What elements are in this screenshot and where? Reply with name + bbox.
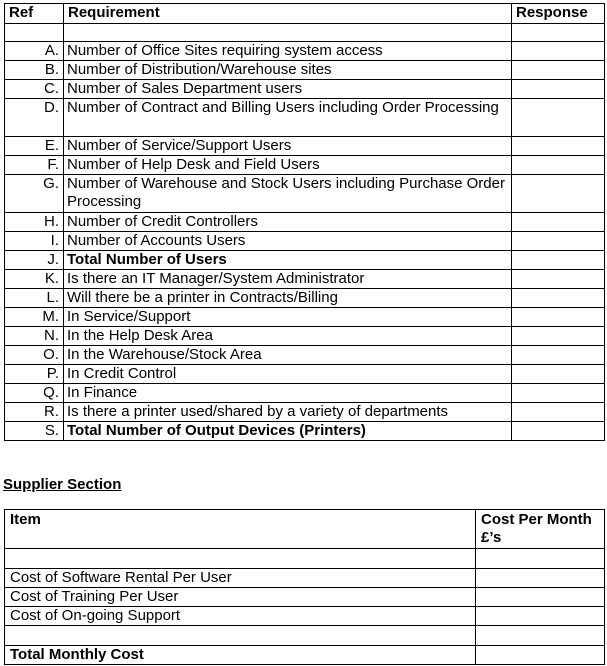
requirement-ref: K.	[5, 270, 64, 289]
requirement-text: Is there a printer used/shared by a variety of departments	[64, 403, 512, 422]
requirement-ref: L.	[5, 289, 64, 308]
response-cell[interactable]	[512, 80, 605, 99]
requirement-row	[5, 327, 605, 346]
response-cell[interactable]	[512, 61, 605, 80]
total-row	[5, 646, 605, 665]
response-cell[interactable]	[512, 327, 605, 346]
response-cell[interactable]	[512, 42, 605, 61]
response-cell[interactable]	[512, 24, 605, 42]
blank-row	[5, 24, 605, 42]
requirement-text: Number of Help Desk and Field Users	[64, 156, 512, 175]
requirement-row	[5, 384, 605, 403]
cost-cell[interactable]	[476, 607, 605, 626]
requirement-text: In the Help Desk Area	[64, 327, 512, 346]
requirement-row	[5, 137, 605, 156]
ref-header: Ref	[5, 4, 64, 24]
requirement-text: Number of Credit Controllers	[64, 213, 512, 232]
requirement-row	[5, 251, 605, 270]
requirement-row	[5, 403, 605, 422]
requirement-ref: A.	[5, 42, 64, 61]
requirements-table	[4, 3, 605, 441]
response-header: Response	[512, 4, 605, 24]
requirement-header: Requirement	[64, 4, 512, 24]
requirement-ref: N.	[5, 327, 64, 346]
requirement-text: In Service/Support	[64, 308, 512, 327]
requirement-row	[5, 365, 605, 384]
requirement-ref: F.	[5, 156, 64, 175]
response-cell[interactable]	[512, 99, 605, 137]
requirement-ref: H.	[5, 213, 64, 232]
requirement-row	[5, 232, 605, 251]
item-header: Item	[5, 510, 476, 549]
response-cell[interactable]	[512, 270, 605, 289]
requirement-ref: I.	[5, 232, 64, 251]
requirement-row	[5, 422, 605, 441]
supplier-table	[4, 509, 605, 665]
response-cell[interactable]	[512, 289, 605, 308]
requirement-ref: D.	[5, 99, 64, 137]
requirement-ref: E.	[5, 137, 64, 156]
requirement-row	[5, 156, 605, 175]
requirement-text: Number of Sales Department users	[64, 80, 512, 99]
response-cell[interactable]	[512, 232, 605, 251]
requirement-row	[5, 175, 605, 213]
requirement-ref: G.	[5, 175, 64, 213]
requirement-ref: S.	[5, 422, 64, 441]
response-cell[interactable]	[512, 137, 605, 156]
requirement-row	[5, 213, 605, 232]
requirement-text: Number of Warehouse and Stock Users including Purchase Order Processing	[64, 175, 512, 213]
response-cell[interactable]	[512, 213, 605, 232]
requirement-row	[5, 42, 605, 61]
supplier-row	[5, 607, 605, 626]
requirement-row	[5, 289, 605, 308]
supplier-row	[5, 569, 605, 588]
response-cell[interactable]	[512, 365, 605, 384]
requirement-row	[5, 61, 605, 80]
requirement-text: Will there be a printer in Contracts/Billing	[64, 289, 512, 308]
supplier-item: Cost of On-going Support	[5, 607, 476, 626]
response-cell[interactable]	[512, 175, 605, 213]
cost-header: Cost Per Month £’s	[476, 510, 605, 549]
requirement-text: In Finance	[64, 384, 512, 403]
response-cell[interactable]	[512, 384, 605, 403]
requirement-text: Number of Contract and Billing Users including Order Processing	[64, 99, 512, 137]
response-cell[interactable]	[512, 422, 605, 441]
requirement-text: In Credit Control	[64, 365, 512, 384]
requirement-text: Number of Service/Support Users	[64, 137, 512, 156]
requirement-text: Is there an IT Manager/System Administrator	[64, 270, 512, 289]
requirement-ref: P.	[5, 365, 64, 384]
response-cell[interactable]	[512, 251, 605, 270]
requirement-ref: M.	[5, 308, 64, 327]
requirement-row	[5, 346, 605, 365]
requirement-ref: O.	[5, 346, 64, 365]
total-monthly-cost-label: Total Monthly Cost	[5, 646, 476, 665]
requirement-ref: B.	[5, 61, 64, 80]
cost-cell[interactable]	[476, 588, 605, 607]
blank-row	[5, 626, 605, 646]
cost-cell[interactable]	[476, 626, 605, 646]
response-cell[interactable]	[512, 156, 605, 175]
requirement-text: Total Number of Users	[64, 251, 512, 270]
requirement-ref: J.	[5, 251, 64, 270]
cost-cell[interactable]	[476, 569, 605, 588]
response-cell[interactable]	[512, 403, 605, 422]
requirement-row	[5, 270, 605, 289]
requirement-ref: C.	[5, 80, 64, 99]
requirement-text: In the Warehouse/Stock Area	[64, 346, 512, 365]
requirement-row	[5, 308, 605, 327]
requirement-ref: R.	[5, 403, 64, 422]
supplier-row	[5, 588, 605, 607]
cost-cell[interactable]	[476, 646, 605, 665]
blank-row	[5, 549, 605, 569]
requirement-row	[5, 99, 605, 137]
response-cell[interactable]	[512, 346, 605, 365]
cost-cell[interactable]	[476, 549, 605, 569]
supplier-item: Cost of Training Per User	[5, 588, 476, 607]
requirement-text: Number of Distribution/Warehouse sites	[64, 61, 512, 80]
requirement-row	[5, 80, 605, 99]
supplier-item: Cost of Software Rental Per User	[5, 569, 476, 588]
requirement-text: Total Number of Output Devices (Printers)	[64, 422, 512, 441]
supplier-section-heading: Supplier Section	[3, 476, 122, 493]
requirement-text: Number of Office Sites requiring system access	[64, 42, 512, 61]
requirement-ref: Q.	[5, 384, 64, 403]
response-cell[interactable]	[512, 308, 605, 327]
requirements-header-row	[5, 4, 605, 24]
supplier-header-row	[5, 510, 605, 549]
requirement-text: Number of Accounts Users	[64, 232, 512, 251]
